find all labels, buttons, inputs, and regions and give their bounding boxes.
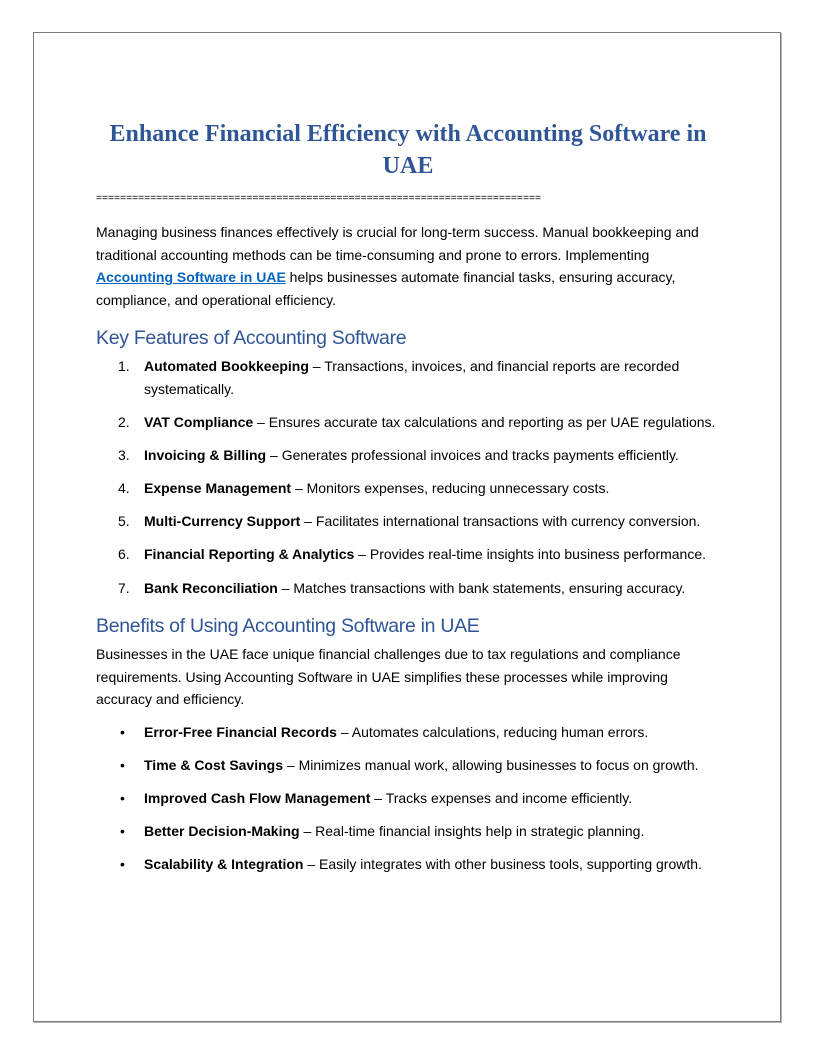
list-item (96, 577, 720, 600)
list-number: 7. (118, 579, 130, 596)
list-item (96, 820, 720, 843)
feature-description: – Transactions, invoices, and financial reports are recorded systematically. (144, 358, 680, 397)
bullet-icon: • (120, 790, 125, 807)
bullet-icon: • (120, 823, 125, 840)
document-body (96, 118, 720, 886)
list-number: 6. (118, 546, 130, 563)
feature-term: Bank Reconciliation (144, 579, 278, 596)
feature-term: Invoicing & Billing (144, 447, 267, 464)
list-item (96, 754, 720, 777)
list-item (96, 355, 720, 400)
feature-description: – Ensures accurate tax calculations and reporting as per UAE regulations. (253, 414, 716, 431)
feature-term: Automated Bookkeeping (144, 358, 309, 375)
benefit-term: Scalability & Integration (144, 856, 304, 873)
list-number: 3. (118, 447, 130, 464)
feature-description: – Generates professional invoices and tracks payments efficiently. (266, 447, 679, 464)
list-item (96, 411, 720, 434)
feature-term: Financial Reporting & Analytics (144, 546, 355, 563)
benefits-list (96, 721, 720, 876)
accounting-software-link[interactable]: Accounting Software in UAE (96, 269, 286, 286)
intro-text-after-link: helps businesses automate financial tasks, ensuring accuracy, compliance, and operational efficiency. (96, 269, 676, 308)
list-number: 5. (118, 513, 130, 530)
bullet-icon: • (120, 856, 125, 873)
benefit-description: – Automates calculations, reducing human errors. (336, 723, 649, 740)
features-heading: Key Features of Accounting Software (96, 327, 407, 350)
list-number: 4. (118, 480, 130, 497)
list-item (96, 510, 720, 533)
benefit-term: Improved Cash Flow Management (144, 790, 371, 807)
benefit-description: – Real-time financial insights help in strategic planning. (299, 823, 645, 840)
feature-term: Expense Management (144, 480, 292, 497)
benefit-description: – Minimizes manual work, allowing businesses to focus on growth. (283, 757, 699, 773)
list-item (96, 444, 720, 467)
benefits-intro-paragraph: Businesses in the UAE face unique financial challenges due to tax regulations and compliance requirements. Using Accounting Software in UAE simplifies these processes while improving accuracy and efficiency. (96, 646, 681, 708)
bullet-icon: • (120, 757, 125, 773)
benefit-description: – Tracks expenses and income efficiently. (370, 790, 633, 807)
feature-description: – Monitors expenses, reducing unnecessary costs. (291, 480, 610, 497)
benefit-term: Better Decision-Making (144, 823, 300, 840)
list-item (96, 543, 720, 566)
list-item (96, 721, 720, 744)
separator-line: ========================================================================== (96, 193, 541, 204)
list-item (96, 477, 720, 500)
benefit-description: – Easily integrates with other business tools, supporting growth. (303, 856, 702, 873)
intro-text-before-link: Managing business finances effectively is crucial for long-term success. Manual bookkeeping and traditional accounting methods can be time-consuming and prone to errors. Implementing (96, 224, 699, 263)
feature-term: Multi-Currency Support (144, 513, 301, 530)
features-list (96, 355, 720, 599)
feature-description: – Matches transactions with bank statements, ensuring accuracy. (277, 579, 686, 596)
bullet-icon: • (120, 723, 125, 740)
list-item (96, 853, 720, 876)
page-title: Enhance Financial Efficiency with Accounting Software in UAE (109, 121, 707, 179)
intro-paragraph (96, 221, 720, 311)
benefit-term: Time & Cost Savings (144, 757, 284, 773)
feature-description: – Facilitates international transactions with currency conversion. (300, 513, 701, 530)
list-item (96, 787, 720, 810)
benefits-heading: Benefits of Using Accounting Software in UAE (96, 615, 480, 638)
feature-description: – Provides real-time insights into business performance. (354, 546, 707, 563)
list-number: 1. (118, 358, 130, 375)
benefit-term: Error-Free Financial Records (144, 723, 337, 740)
list-number: 2. (118, 414, 130, 431)
feature-term: VAT Compliance (144, 414, 254, 431)
